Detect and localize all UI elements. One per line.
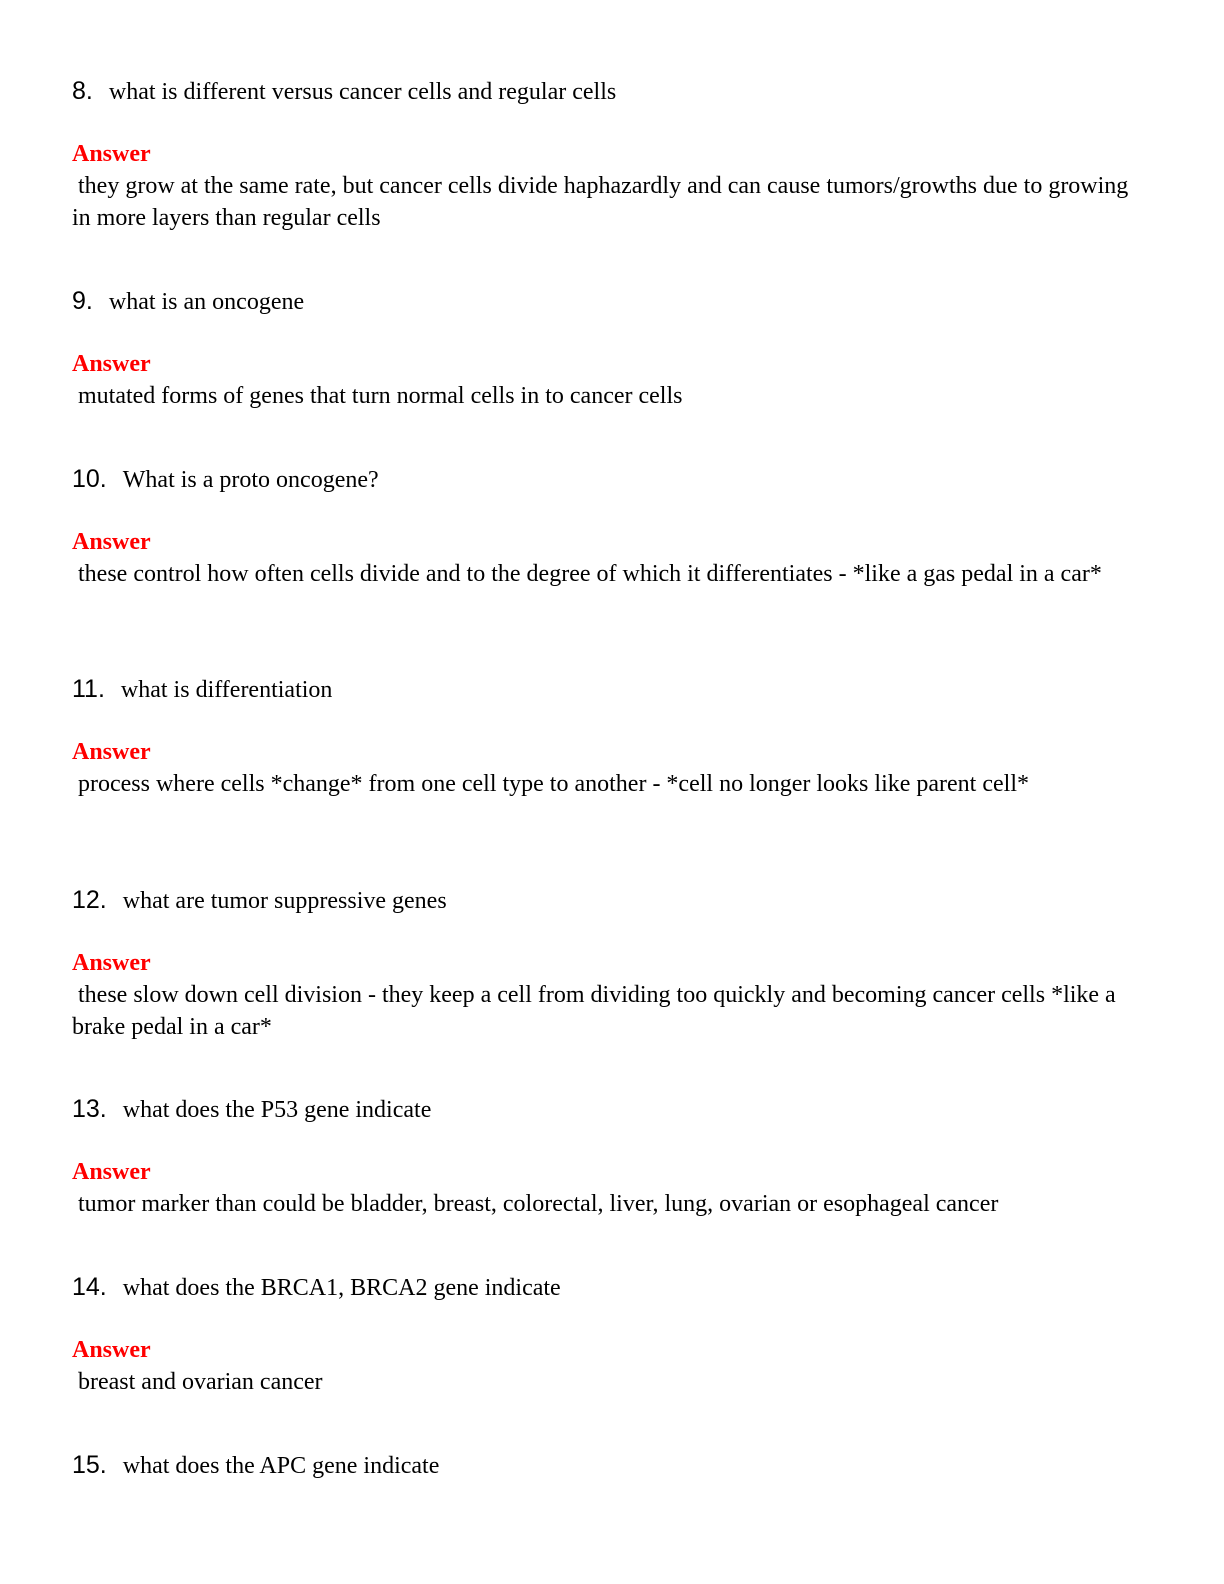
- qa-item-14: [72, 1272, 1152, 1395]
- qa-item-13: [72, 1094, 1152, 1217]
- question-text: what is differentiation: [120, 677, 333, 703]
- question-row: [72, 1272, 1152, 1302]
- answer-label: Answer: [72, 529, 151, 555]
- question-number: 11.: [72, 675, 105, 703]
- question-text: What is a proto oncogene?: [122, 467, 379, 493]
- answer-label: Answer: [72, 1337, 151, 1363]
- question-number: 13.: [72, 1095, 107, 1123]
- qa-item-11: [72, 674, 1152, 797]
- question-row: [72, 76, 1152, 106]
- question-number: 15.: [72, 1451, 107, 1479]
- answer-text: process where cells *change* from one cell type to another - *cell no longer looks like parent cell*: [72, 771, 1029, 797]
- qa-item-15: [72, 1450, 1152, 1480]
- question-number: 10.: [72, 465, 107, 493]
- question-text: what does the P53 gene indicate: [122, 1097, 432, 1123]
- question-text: what is different versus cancer cells and regular cells: [108, 79, 617, 105]
- question-row: [72, 1450, 1152, 1480]
- answer-text: these control how often cells divide and to the degree of which it differentiates - *like a gas pedal in a car*: [72, 561, 1102, 587]
- answer-text: tumor marker than could be bladder, breast, colorectal, liver, lung, ovarian or esophageal cancer: [72, 1191, 999, 1217]
- answer-label: Answer: [72, 950, 151, 976]
- qa-item-10: [72, 464, 1152, 587]
- question-text: what does the APC gene indicate: [122, 1453, 440, 1479]
- answer-text: these slow down cell division - they keep a cell from dividing too quickly and becoming cancer cells *like a brake pedal in a car*: [72, 982, 1122, 1040]
- qa-item-12: [72, 885, 1152, 1040]
- answer-text: breast and ovarian cancer: [72, 1369, 323, 1395]
- answer-label: Answer: [72, 351, 151, 377]
- question-number: 8.: [72, 77, 93, 105]
- answer-text: mutated forms of genes that turn normal cells in to cancer cells: [72, 383, 683, 409]
- question-row: [72, 674, 1152, 704]
- question-row: [72, 286, 1152, 316]
- question-row: [72, 885, 1152, 915]
- qa-item-8: [72, 76, 1152, 231]
- answer-text: they grow at the same rate, but cancer cells divide haphazardly and can cause tumors/growths due to growing in more layers than regular cells: [72, 173, 1135, 231]
- answer-label: Answer: [72, 141, 151, 167]
- question-text: what does the BRCA1, BRCA2 gene indicate: [122, 1275, 561, 1301]
- qa-item-9: [72, 286, 1152, 409]
- question-row: [72, 464, 1152, 494]
- question-row: [72, 1094, 1152, 1124]
- answer-label: Answer: [72, 739, 151, 765]
- question-text: what is an oncogene: [108, 289, 305, 315]
- question-number: 12.: [72, 886, 107, 914]
- answer-label: Answer: [72, 1159, 151, 1185]
- question-number: 9.: [72, 287, 93, 315]
- question-number: 14.: [72, 1273, 107, 1301]
- question-text: what are tumor suppressive genes: [122, 888, 447, 914]
